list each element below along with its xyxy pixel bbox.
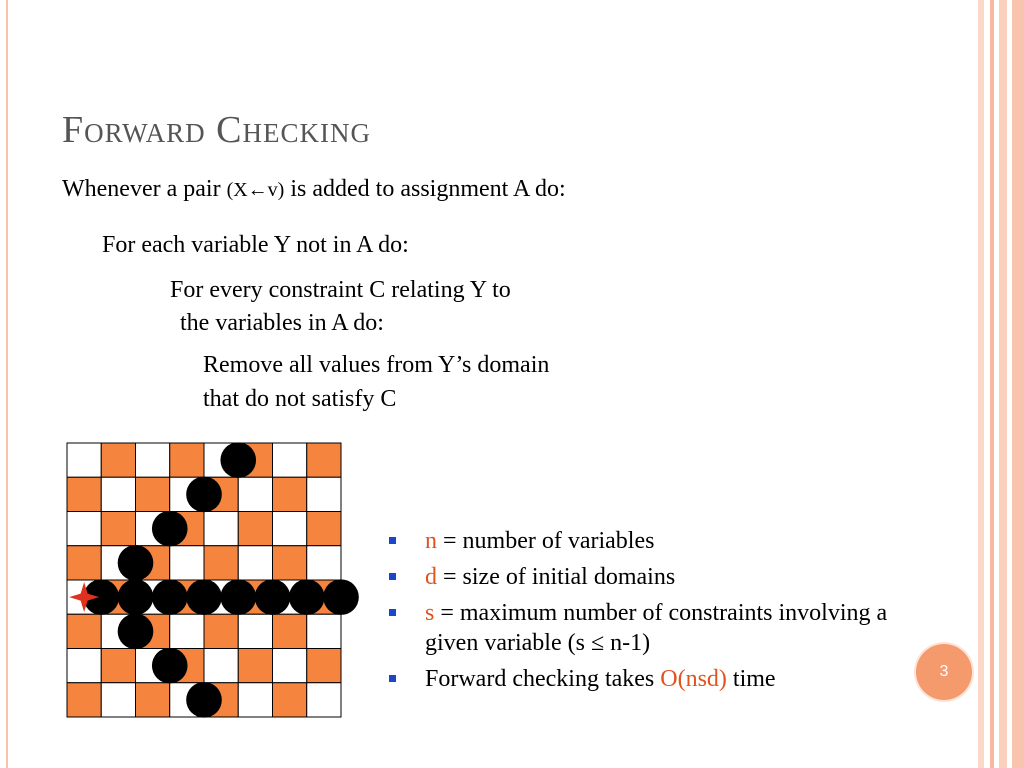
right-stripe-1	[978, 0, 984, 768]
queen-icon	[289, 579, 325, 615]
board-square	[101, 683, 135, 717]
board-square	[101, 477, 135, 511]
right-stripe-2	[990, 0, 994, 768]
board-square	[67, 649, 101, 683]
board-square	[307, 512, 341, 546]
bullet-text-s: = maximum number of constraints involving a given variable (s ≤ n-1)	[425, 600, 888, 656]
bullet-square-icon	[389, 537, 396, 544]
board-square	[307, 443, 341, 477]
queen-icon	[152, 579, 188, 615]
text-line-3b: the variables in A do:	[180, 310, 384, 336]
board-square	[170, 443, 204, 477]
board-square	[67, 443, 101, 477]
board-square	[273, 512, 307, 546]
bullet-var-d: d	[425, 564, 437, 590]
board-square	[67, 477, 101, 511]
board-square	[204, 614, 238, 648]
bullet-square-icon	[389, 609, 396, 616]
board-square	[238, 512, 272, 546]
left-border-line	[6, 0, 8, 768]
bullet-text-n: = number of variables	[437, 528, 655, 554]
text-line-4a: Remove all values from Y’s domain	[203, 352, 550, 378]
slide-title: Forward Checking	[62, 109, 371, 151]
board-square	[273, 683, 307, 717]
line1-pre: Whenever a pair	[62, 176, 221, 202]
queen-icon	[186, 682, 222, 718]
bullet-item-d	[385, 562, 925, 592]
board-square	[67, 614, 101, 648]
board-square	[101, 443, 135, 477]
board-square	[238, 614, 272, 648]
bullet-var-s: s	[425, 600, 435, 626]
board-square	[67, 683, 101, 717]
bullet-text-complexity-pre: Forward checking takes	[425, 666, 661, 692]
bullet-square-icon	[389, 573, 396, 580]
page-number: 3	[939, 663, 949, 680]
text-line-3a: For every constraint C relating Y to	[170, 277, 511, 303]
queen-icon	[152, 648, 188, 684]
queen-icon	[118, 545, 154, 581]
board-square	[273, 443, 307, 477]
line1-pair: (X←v)	[226, 179, 285, 201]
text-line-4b: that do not satisfy C	[203, 386, 397, 412]
bullet-list	[385, 526, 925, 700]
board-square	[273, 546, 307, 580]
board-square	[273, 649, 307, 683]
board-square	[204, 512, 238, 546]
bullet-item-complexity	[385, 664, 925, 694]
board-square	[204, 649, 238, 683]
page-number-badge	[916, 644, 972, 700]
queen-icon	[118, 579, 154, 615]
queen-icon	[323, 579, 359, 615]
bullet-text-d: = size of initial domains	[437, 564, 676, 590]
bullet-item-n	[385, 526, 925, 556]
board-square	[273, 477, 307, 511]
board-square	[136, 683, 170, 717]
board-square	[101, 649, 135, 683]
board-square	[136, 477, 170, 511]
text-line-2: For each variable Y not in A do:	[102, 232, 409, 258]
board-square	[307, 683, 341, 717]
board-square	[136, 443, 170, 477]
board-square	[67, 512, 101, 546]
board-graphic	[67, 443, 357, 717]
board-square	[273, 614, 307, 648]
right-stripe-4	[1012, 0, 1024, 768]
board-square	[101, 512, 135, 546]
queen-icon	[186, 477, 222, 513]
bullet-square-icon	[389, 675, 396, 682]
chess-board	[67, 443, 341, 717]
board-square	[238, 649, 272, 683]
bullet-var-n: n	[425, 528, 437, 554]
queen-icon	[220, 442, 256, 478]
text-line-1	[62, 176, 566, 203]
queen-icon	[186, 579, 222, 615]
bullet-text-complexity-post: time	[726, 666, 776, 692]
queen-icon	[220, 579, 256, 615]
bullet-complexity-value: O(nsd)	[660, 666, 727, 692]
queen-icon	[118, 614, 154, 650]
queen-icon	[152, 511, 188, 547]
board-square	[307, 649, 341, 683]
board-square	[307, 614, 341, 648]
board-square	[238, 683, 272, 717]
board-square	[170, 614, 204, 648]
line1-post: is added to assignment A do:	[290, 176, 566, 202]
board-square	[204, 546, 238, 580]
board-square	[170, 546, 204, 580]
board-square	[307, 546, 341, 580]
board-square	[67, 546, 101, 580]
bullet-item-s	[385, 598, 925, 658]
board-square	[238, 477, 272, 511]
board-square	[238, 546, 272, 580]
board-square	[307, 477, 341, 511]
queen-icon	[255, 579, 291, 615]
right-stripe-3	[999, 0, 1007, 768]
